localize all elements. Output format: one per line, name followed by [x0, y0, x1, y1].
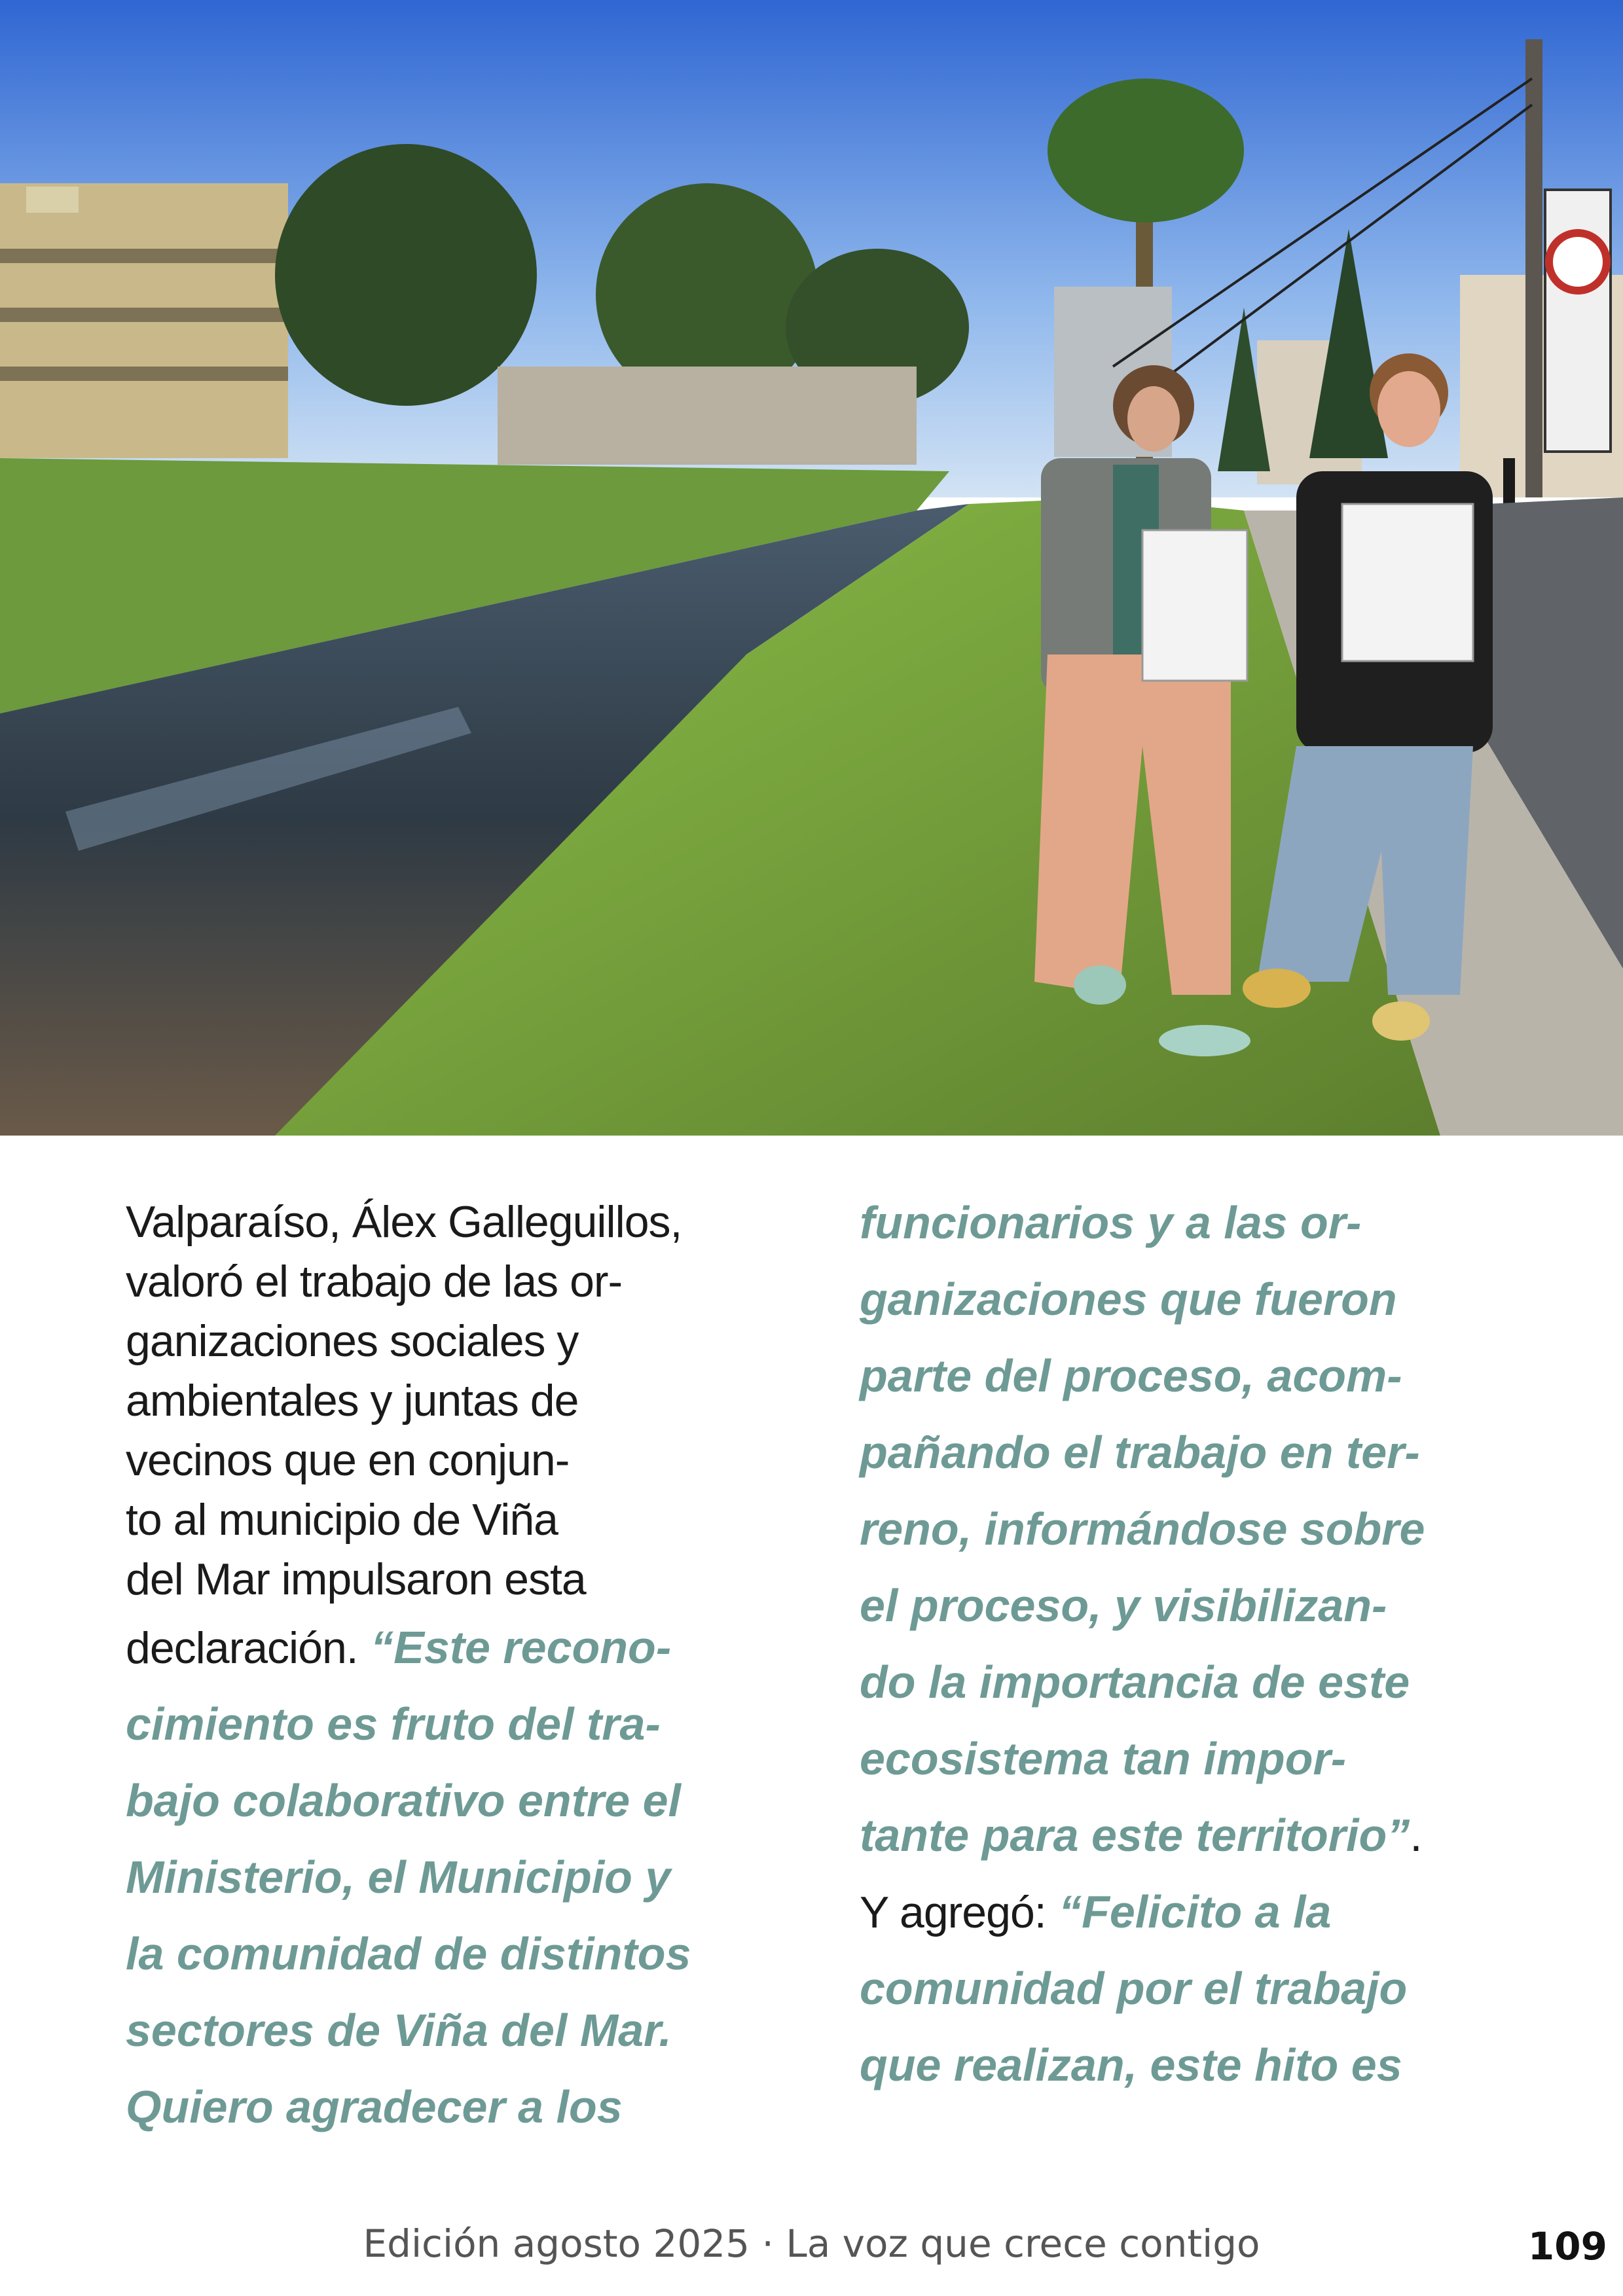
text-line: ganizaciones sociales y — [126, 1316, 579, 1366]
quote-line: funcionarios y a las or- — [860, 1197, 1362, 1248]
quote-line: sectores de Viña del Mar. — [126, 2005, 672, 2056]
text-line: to al municipio de Viña — [126, 1495, 558, 1545]
lead-in-text: Y agregó: — [860, 1888, 1046, 1937]
quote-line: reno, informándose sobre — [860, 1503, 1425, 1554]
article-column-right — [860, 1185, 1554, 2104]
quote-text: “Felicito a la — [1059, 1886, 1332, 1937]
text-line — [126, 1609, 780, 1686]
text-line: ambientales y juntas de — [126, 1376, 579, 1426]
article-column-left — [126, 1193, 780, 2145]
quote-line: parte del proceso, acom- — [860, 1350, 1402, 1401]
quote-text: “Este recono- — [371, 1622, 672, 1673]
article-photo — [0, 0, 1623, 1136]
quote-line: pañando el trabajo en ter- — [860, 1427, 1420, 1478]
quote-line: que realizan, este hito es — [860, 2039, 1402, 2090]
quote-line: Quiero agradecer a los — [126, 2081, 623, 2132]
quote-line: cimiento es fruto del tra- — [126, 1698, 661, 1749]
quote-line: do la importancia de este — [860, 1657, 1410, 1708]
text-line: vecinos que en conjun- — [126, 1435, 570, 1485]
quote-text: tante para este territorio” — [860, 1810, 1410, 1861]
quote-line: ecosistema tan impor- — [860, 1733, 1346, 1784]
text-line: Valparaíso, Álex Galleguillos, — [126, 1197, 682, 1247]
footer-edition-text: Edición agosto 2025 · La voz que crece contigo — [363, 2221, 1260, 2266]
text-line: del Mar impulsaron esta — [126, 1554, 586, 1604]
period-text: . — [1410, 1810, 1423, 1861]
quote-line: comunidad por el trabajo — [860, 1963, 1408, 2014]
page-footer — [0, 2221, 1623, 2280]
lead-in-text: declaración. — [126, 1623, 358, 1673]
quote-paragraph — [126, 1609, 780, 2145]
text-line: valoró el trabajo de las or- — [126, 1257, 623, 1306]
quote-line: el proceso, y visibilizan- — [860, 1580, 1387, 1631]
text-line — [860, 1874, 1554, 1950]
quote-paragraph — [860, 1185, 1554, 2104]
quote-line: Ministerio, el Municipio y — [126, 1852, 671, 1903]
intro-paragraph — [126, 1193, 780, 1609]
text-line — [860, 1797, 1554, 1874]
quote-line: bajo colaborativo entre el — [126, 1775, 681, 1826]
quote-line: ganizaciones que fueron — [860, 1274, 1397, 1325]
quote-line: la comunidad de distintos — [126, 1928, 691, 1979]
page-number: 109 — [1527, 2224, 1607, 2269]
